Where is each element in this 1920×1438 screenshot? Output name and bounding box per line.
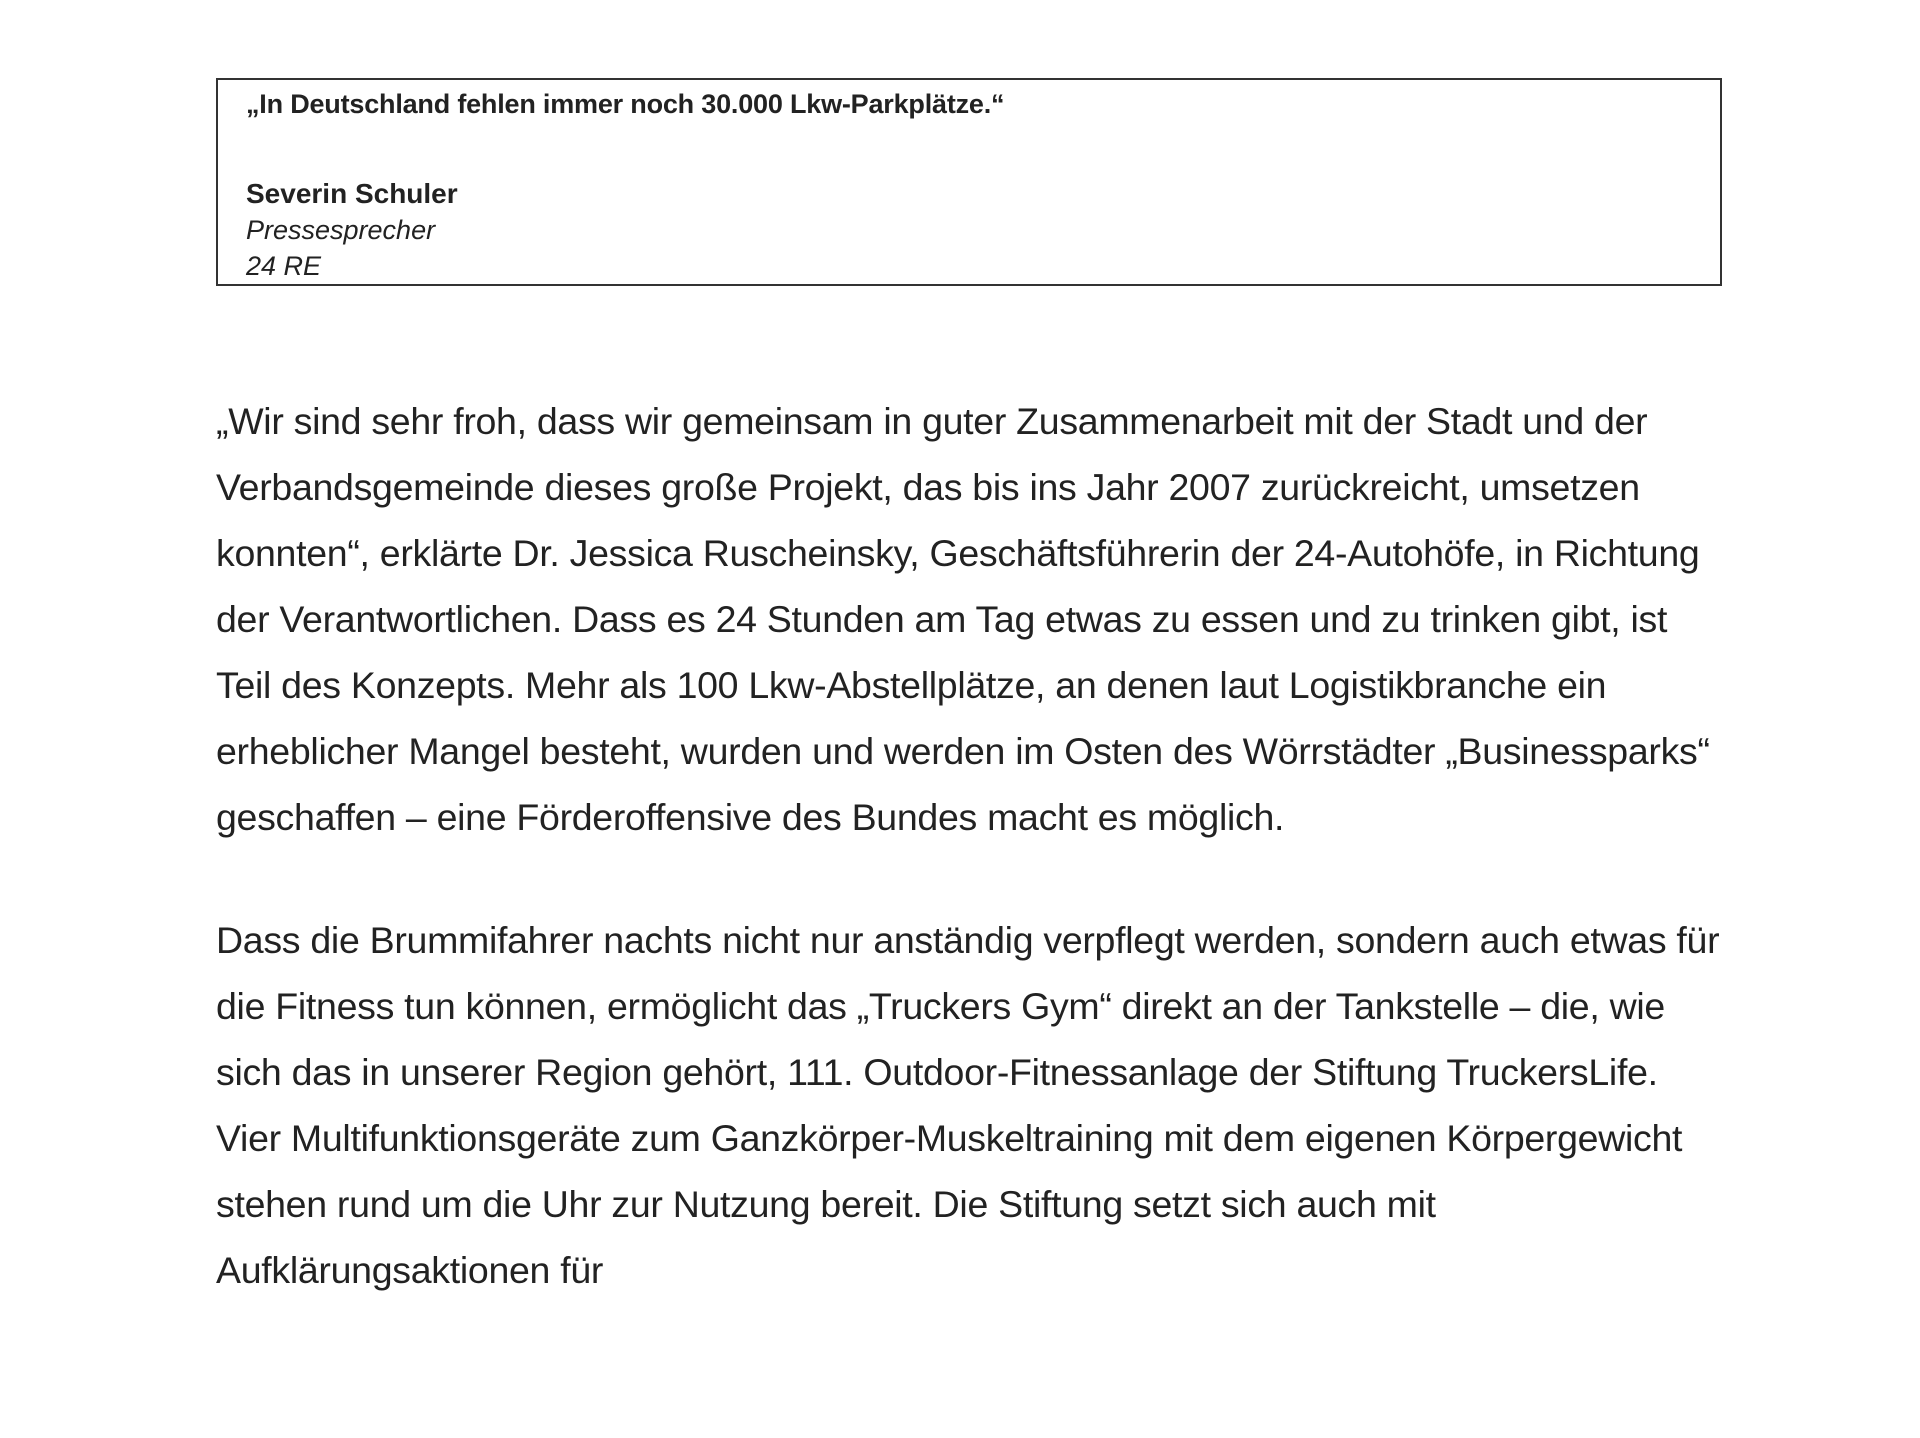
pull-quote-text: „In Deutschland fehlen immer noch 30.000 Lkw-Parkplätze.“ bbox=[246, 89, 1005, 119]
quote-author-organization: 24 RE bbox=[246, 251, 322, 281]
quote-author-role: Pressesprecher bbox=[246, 215, 436, 245]
article-body bbox=[216, 388, 1726, 1360]
quote-attribution bbox=[246, 176, 458, 284]
article-paragraph: Dass die Brummifahrer nachts nicht nur anständig verpflegt werden, sondern auch etwas für die Fitness tun können, ermöglicht das „Truckers Gym“ direkt an der Tankstelle – die, wie sich das in unserer Region gehört, 111. Outdoor-Fitnessanlage der Stiftung TruckersLife. Vier Multifunktionsgeräte zum Ganzkörper-Muskeltraining mit dem eigenen Körpergewicht stehen rund um die Uhr zur Nutzung bereit. Die Stiftung setzt sich auch mit Aufklärungsaktionen für bbox=[216, 919, 1720, 1291]
quote-author-name: Severin Schuler bbox=[246, 178, 458, 209]
pull-quote-box bbox=[216, 78, 1722, 286]
article-paragraph: „Wir sind sehr froh, dass wir gemeinsam in guter Zusammenarbeit mit der Stadt und der Verbandsgemeinde dieses große Projekt, das bis ins Jahr 2007 zurückreicht, umsetzen konnten“, erklärte Dr. Jessica Ruscheinsky, Geschäftsführerin der 24-Autohöfe, in Richtung der Verantwortlichen. Dass es 24 Stunden am Tag etwas zu essen und zu trinken gibt, ist Teil des Konzepts. Mehr als 100 Lkw-Abstellplätze, an denen laut Logistikbranche ein erheblicher Mangel besteht, wurden und werden im Osten des Wörrstädter „Businessparks“ geschaffen – eine Förderoffensive des Bundes macht es möglich. bbox=[216, 400, 1710, 838]
